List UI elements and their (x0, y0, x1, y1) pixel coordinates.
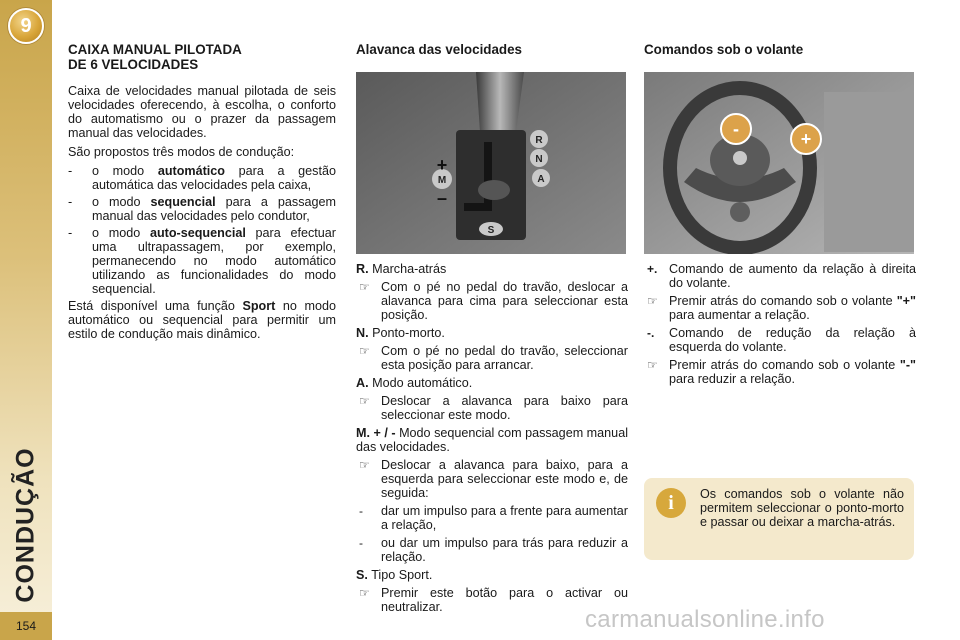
mode-text: para efectuar uma ultrapassagem, por exemplo, permanecendo no modo automático utilizando as funcionalidades do modo sequencial. (92, 226, 336, 296)
steering-wheel-illustration (644, 72, 914, 254)
def-automatic (356, 376, 628, 390)
mode-item (68, 226, 336, 296)
mode-item (68, 195, 336, 223)
hand-pointer-icon: ☞ (647, 294, 658, 308)
instruction-text: Premir este botão para o activar ou neutralizar. (381, 586, 628, 614)
mode-text: para a passagem manual das velocidades pelo condutor, (92, 195, 336, 223)
instruction-key: "+" (896, 294, 916, 308)
hand-pointer-icon: ☞ (647, 358, 658, 372)
def-key: +. (647, 262, 658, 276)
instruction-text: Com o pé no pedal do travão, deslocar a alavanca para cima para seleccionar esta posição. (381, 280, 628, 322)
section-title: CONDUÇÃO (11, 447, 40, 603)
gate-label-n: N (535, 154, 543, 165)
gear-lever-photo (356, 72, 626, 254)
dash-marker: - (359, 536, 363, 550)
steering-controls-column (644, 42, 916, 390)
instruction-item (356, 394, 628, 422)
def-key: S. (356, 568, 368, 582)
instruction-item (644, 294, 916, 322)
gearbox-title-line2: DE 6 VELOCIDADES (68, 57, 199, 72)
instruction-item (644, 358, 916, 386)
gate-label-s: S (487, 225, 495, 236)
watermark: carmanualsonline.info (585, 606, 825, 633)
steering-wheel-photo (644, 72, 914, 254)
paddle-minus-label: - (733, 119, 739, 139)
def-key: M. + / - (356, 426, 396, 440)
dash-marker: - (68, 164, 73, 178)
paddle-definitions (644, 262, 916, 386)
info-text: Os comandos sob o volante não permitem seleccionar o ponto-morto e passar ou deixar a marcha-atrás. (700, 487, 904, 529)
dash-item (356, 504, 628, 532)
paddle-plus-label: + (800, 129, 812, 149)
def-text: Tipo Sport. (371, 568, 433, 582)
chapter-badge (8, 8, 44, 44)
dash-item (356, 536, 628, 564)
modes-intro: São propostos três modos de condução: (68, 145, 295, 159)
def-text: Comando de aumento da relação à direita do volante. (669, 262, 916, 290)
gear-definitions (356, 262, 628, 614)
def-text: Ponto-morto. (372, 326, 445, 340)
gear-lever-column (356, 42, 628, 618)
hand-pointer-icon: ☞ (359, 394, 370, 408)
steering-controls-title: Comandos sob o volante (644, 42, 804, 57)
intro-paragraph: Caixa de velocidades manual pilotada de seis velocidades oferecendo, à escolha, o conforto do automatismo ou o prazer da passagem manual das velocidades. (68, 84, 336, 140)
def-key: R. (356, 262, 369, 276)
instruction-text: Deslocar a alavanca para baixo para seleccionar este modo. (381, 394, 628, 422)
def-plus (644, 262, 916, 290)
instruction-text: ou dar um impulso para trás para reduzir a relação. (381, 536, 628, 564)
def-text: Marcha-atrás (372, 262, 447, 276)
hand-pointer-icon: ☞ (359, 586, 370, 600)
def-text: Modo automático. (372, 376, 473, 390)
gearbox-title (68, 42, 336, 72)
instruction-text: Premir atrás do comando sob o volante (669, 294, 897, 308)
page-number: 154 (0, 612, 52, 640)
def-text: Comando de redução da relação à esquerda do volante. (669, 326, 916, 354)
mode-text: o modo (92, 164, 158, 178)
sport-paragraph (68, 299, 336, 341)
gearbox-title-line1: CAIXA MANUAL PILOTADA (68, 42, 242, 57)
gear-lever-title: Alavanca das velocidades (356, 42, 522, 57)
instruction-text: para aumentar a relação. (669, 308, 810, 322)
gate-label-r: R (535, 135, 543, 146)
gate-label-minus: – (436, 188, 448, 208)
instruction-text: Com o pé no pedal do travão, seleccionar esta posição para arrancar. (381, 344, 628, 372)
mode-name: auto-sequencial (149, 226, 246, 240)
dash-marker: - (68, 226, 73, 240)
sport-name: Sport (242, 299, 276, 313)
mode-name: sequencial (150, 195, 216, 209)
instruction-item (356, 458, 628, 500)
instruction-item (356, 344, 628, 372)
instruction-text: Deslocar a alavanca para baixo, para a esquerda para seleccionar este modo e, de seguida: (381, 458, 628, 500)
def-minus (644, 326, 916, 354)
hand-pointer-icon: ☞ (359, 280, 370, 294)
sport-text: no modo automático ou sequencial para permitir um estilo de condução mais dinâmico. (68, 299, 336, 341)
info-icon: i (656, 488, 686, 518)
mode-text: o modo (92, 195, 151, 209)
hand-pointer-icon: ☞ (359, 458, 370, 472)
intro-column (68, 42, 336, 346)
info-note (644, 478, 914, 560)
def-key: -. (647, 326, 655, 340)
mode-name: automático (157, 164, 225, 178)
def-text: Modo sequencial com passagem manual das velocidades. (356, 426, 628, 454)
def-sequential (356, 426, 628, 454)
instruction-text: dar um impulso para a frente para aumentar a relação, (381, 504, 628, 532)
instruction-text: Premir atrás do comando sob o volante (669, 358, 900, 372)
def-key: A. (356, 376, 369, 390)
gear-lever-illustration (356, 72, 626, 254)
gate-label-a: A (537, 174, 545, 185)
sport-text: Está disponível uma função (68, 299, 243, 313)
mode-text: para a gestão automática das velocidades pela caixa, (92, 164, 336, 192)
instruction-item (356, 280, 628, 322)
instruction-text: para reduzir a relação. (669, 372, 796, 386)
hand-pointer-icon: ☞ (359, 344, 370, 358)
chapter-number: 9 (20, 15, 32, 37)
def-reverse (356, 262, 628, 276)
def-sport (356, 568, 628, 582)
mode-item (68, 164, 336, 192)
dash-marker: - (359, 504, 363, 518)
mode-text: o modo (92, 226, 150, 240)
chapter-sidebar (0, 0, 52, 640)
gate-label-plus: + (436, 155, 448, 175)
dash-marker: - (68, 195, 73, 209)
def-neutral (356, 326, 628, 340)
def-key: N. (356, 326, 369, 340)
gate-label-m: M (437, 175, 447, 186)
instruction-key: "-" (899, 358, 916, 372)
